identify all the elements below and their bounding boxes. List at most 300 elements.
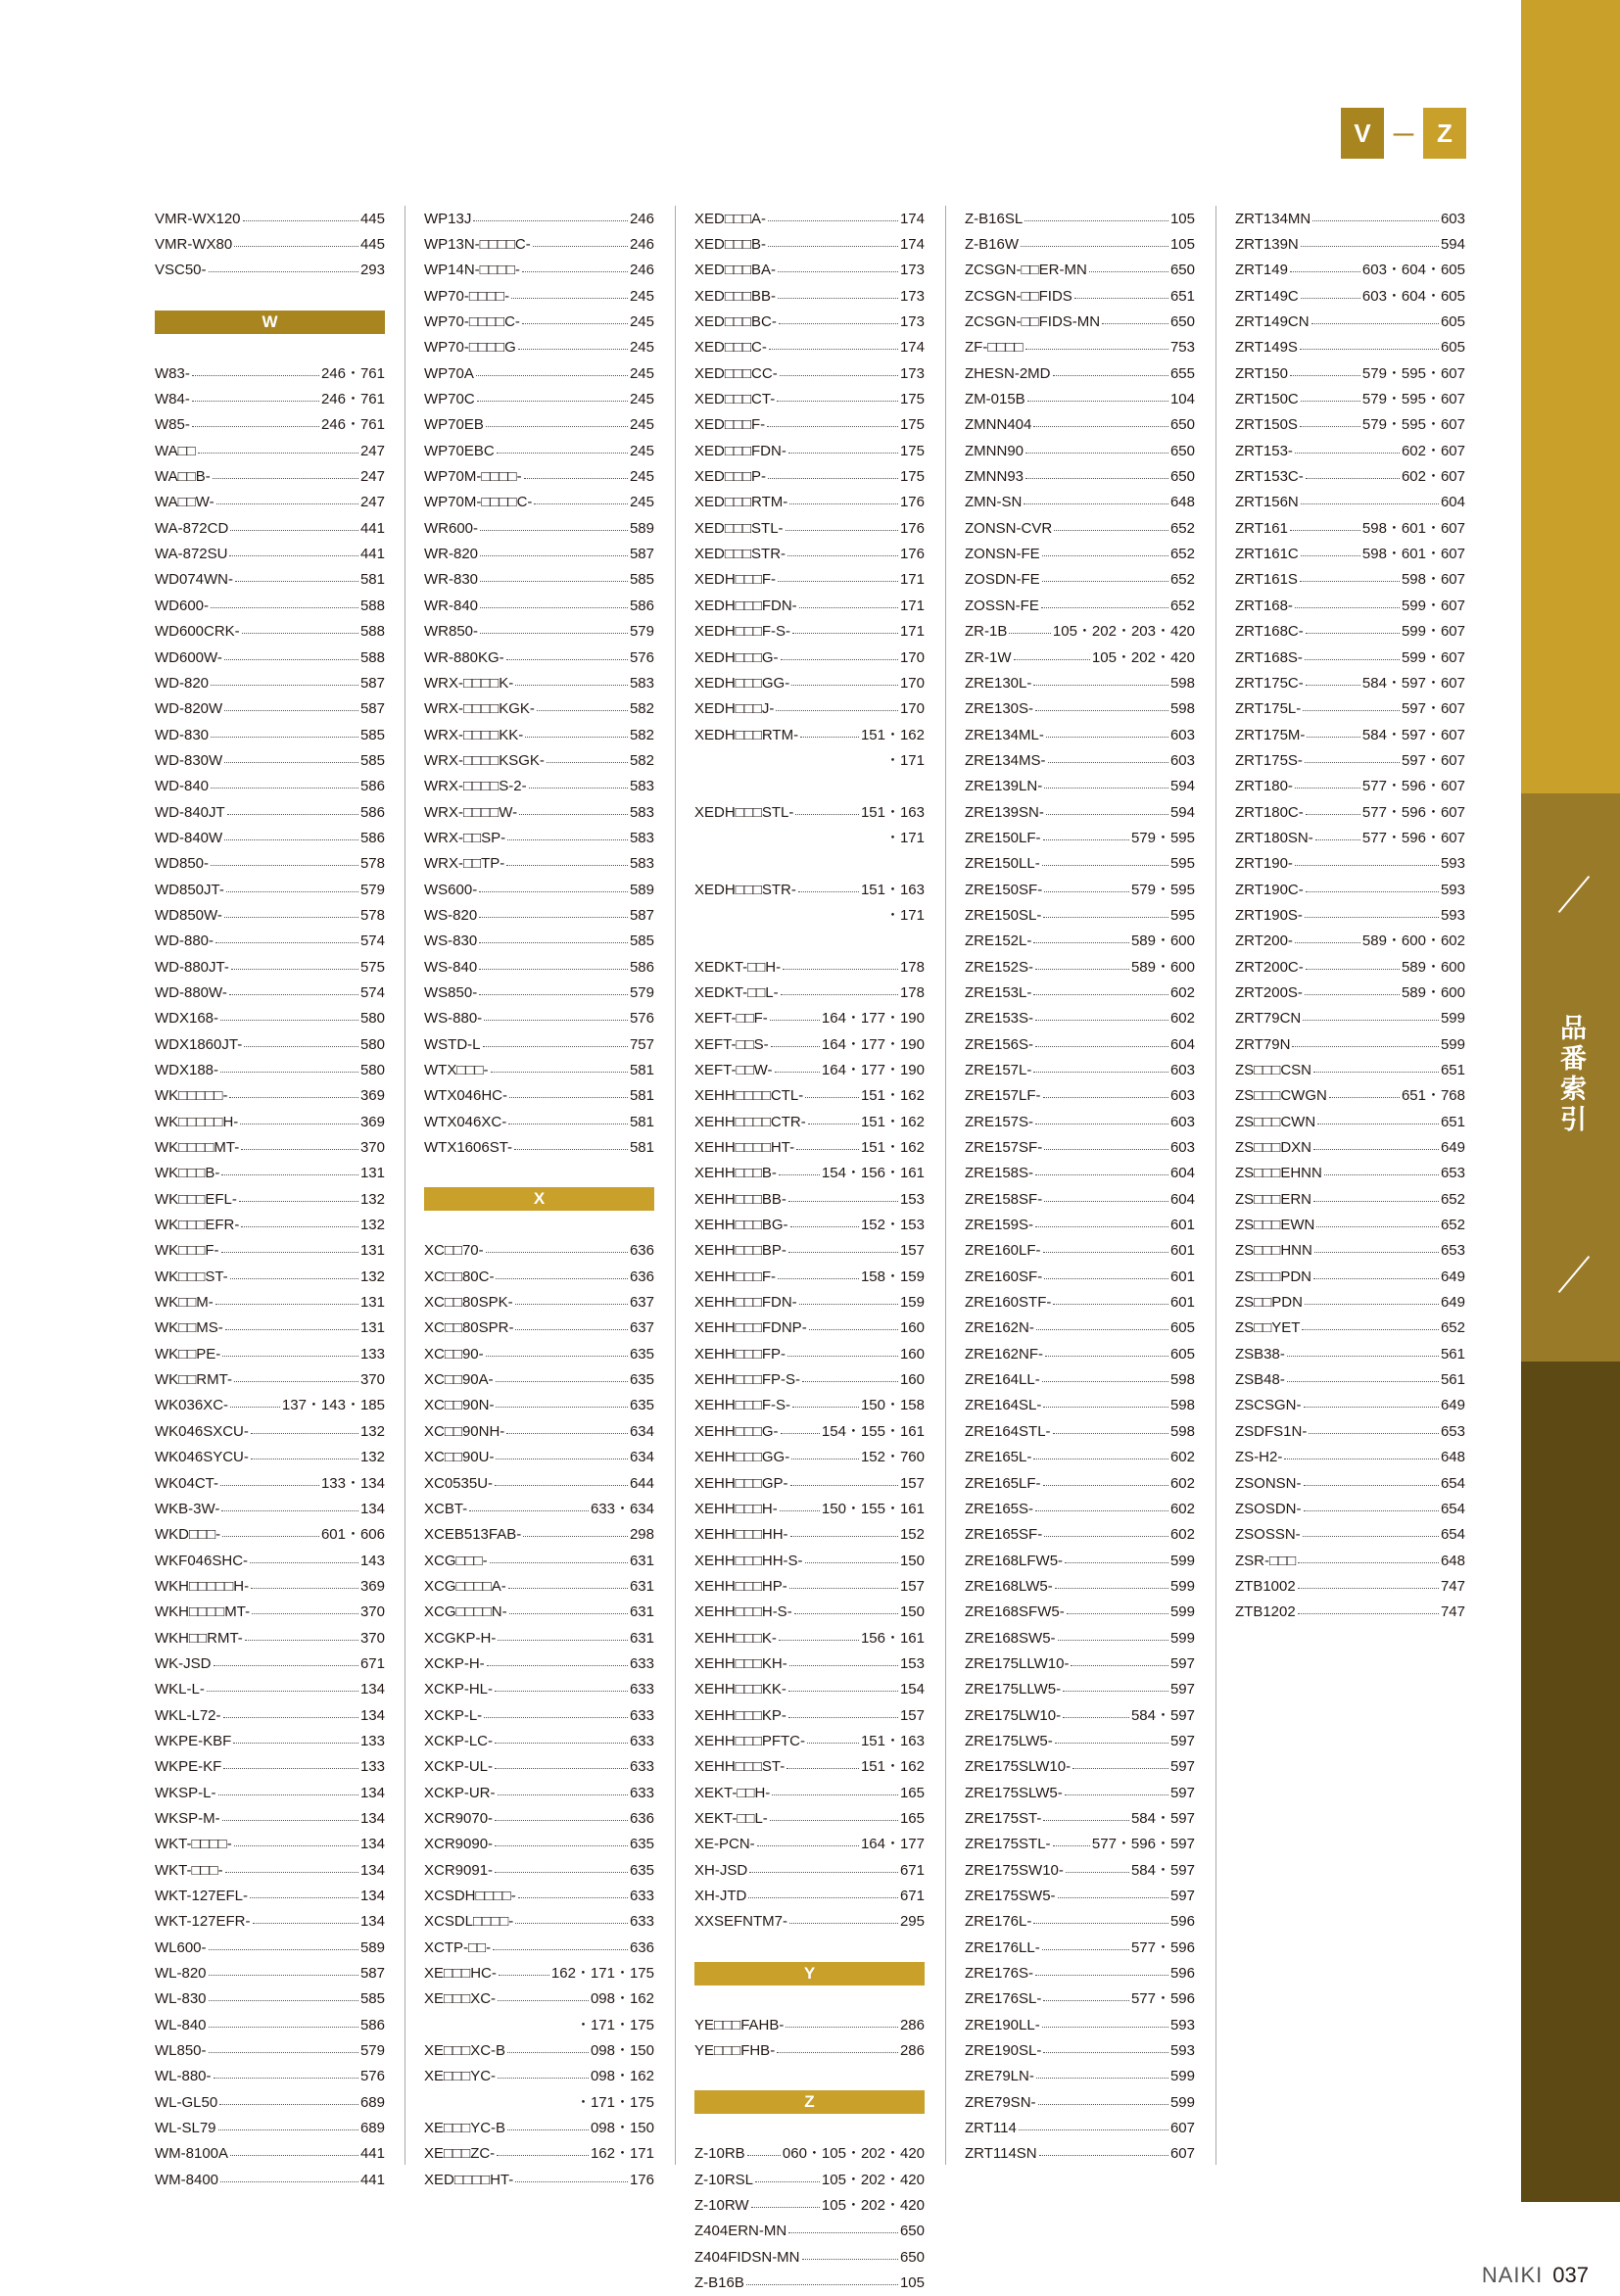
index-entry (694, 1031, 925, 1057)
part-number: WL-880- (155, 2068, 212, 2085)
page-ref: 579・595 (1130, 881, 1195, 898)
dot-leader (223, 1768, 358, 1769)
page-ref: 633 (629, 1681, 654, 1698)
index-entry (694, 1883, 925, 1908)
page-ref: 652 (1169, 571, 1195, 589)
index-entry (694, 2271, 925, 2296)
side-bar-bottom-segment (1521, 1362, 1620, 2202)
page-ref: 152・760 (860, 1449, 925, 1466)
page-ref: 171 (899, 623, 925, 641)
index-entry (155, 206, 385, 231)
dot-leader (506, 1433, 628, 1434)
part-number: ZS□□□PDN (1235, 1268, 1312, 1285)
part-number: XCSDH□□□□- (424, 1888, 516, 1905)
dot-leader (480, 530, 628, 531)
dot-leader (1304, 1510, 1439, 1511)
page-ref: 599 (1440, 1035, 1465, 1053)
page-ref: 654 (1440, 1474, 1465, 1492)
index-entry (155, 231, 385, 257)
part-number: ZRE164LL- (965, 1371, 1040, 1389)
dot-leader (790, 1536, 898, 1537)
part-number: XE-PCN- (694, 1836, 755, 1853)
index-entry (694, 645, 925, 670)
index-column-4 (965, 206, 1195, 2167)
page-ref: 588 (359, 597, 385, 614)
part-number: XC□□90NH- (424, 1422, 505, 1440)
index-entry (694, 1470, 925, 1496)
part-number: WD-880- (155, 933, 214, 950)
part-number: XE□□□ZC- (424, 2145, 496, 2163)
page-ref: 164・177 (860, 1836, 925, 1853)
part-number: ZRT180SN- (1235, 829, 1313, 846)
part-number: XH-JTD (694, 1888, 747, 1905)
part-number: XCKP-LC- (424, 1732, 494, 1749)
page-ref: 585 (629, 933, 654, 950)
part-number: ZSONSN- (1235, 1474, 1302, 1492)
section-header (694, 2089, 925, 2115)
dot-leader (1058, 1897, 1168, 1898)
part-number: XEHH□□□FP- (694, 1345, 786, 1363)
page-ref: 156・161 (860, 1629, 925, 1647)
part-number: WL-840 (155, 2016, 207, 2033)
dot-leader (1089, 271, 1168, 272)
dot-leader (496, 1407, 627, 1408)
index-entry (694, 1728, 925, 1753)
index-entry (965, 619, 1195, 645)
dot-leader (230, 2155, 358, 2156)
part-number: WD-880JT- (155, 958, 229, 976)
page-ref: 105・202・420 (821, 2171, 925, 2188)
index-entry (1235, 231, 1465, 257)
part-number: ZRE134MS- (965, 751, 1046, 769)
index-entry (424, 1083, 654, 1109)
dot-leader (1033, 942, 1129, 943)
page-ref: 577・596・607 (1361, 829, 1465, 846)
index-entry (965, 1960, 1195, 1985)
part-number: XEFT-□□W- (694, 1062, 773, 1079)
dot-leader (802, 1381, 898, 1382)
page-ref: 607 (1169, 2120, 1195, 2137)
page-ref: 636 (629, 1268, 654, 1285)
index-entry (155, 1677, 385, 1702)
part-number: ZRT200S- (1235, 983, 1303, 1001)
part-number: WS600- (424, 881, 478, 898)
index-entry (965, 386, 1195, 411)
dot-leader (1316, 1226, 1439, 1227)
index-entry (1235, 438, 1465, 463)
index-entry (694, 2219, 925, 2244)
page-ref: 176 (899, 494, 925, 511)
dot-leader (1054, 530, 1168, 531)
index-entry (155, 593, 385, 618)
dot-leader (495, 1872, 628, 1873)
index-entry (424, 825, 654, 850)
index-entry (694, 799, 925, 825)
index-entry (965, 515, 1195, 541)
page-ref: 587 (359, 1965, 385, 1983)
dot-leader (1058, 1640, 1168, 1641)
dot-leader (1304, 1407, 1439, 1408)
part-number: WP70EBC (424, 442, 495, 459)
index-entry (424, 231, 654, 257)
dot-leader (791, 685, 898, 686)
index-entry (965, 1935, 1195, 1960)
index-entry (155, 980, 385, 1005)
index-entry (155, 1935, 385, 1960)
dot-leader (209, 2052, 358, 2053)
index-entry (965, 335, 1195, 360)
part-number: ZRE79LN- (965, 2068, 1034, 2085)
part-number: ZS□□PDN (1235, 1294, 1303, 1312)
dot-leader (799, 607, 898, 608)
dot-leader (1300, 349, 1439, 350)
part-number: WK04CT- (155, 1474, 219, 1492)
part-number: VSC50- (155, 262, 207, 279)
page-ref: 653 (1440, 1242, 1465, 1260)
index-entry (694, 2141, 925, 2167)
part-number: XEFT-□□F- (694, 1010, 768, 1028)
page-ref: 132 (359, 1190, 385, 1208)
spacer (694, 2064, 925, 2089)
index-entry (965, 1238, 1195, 1264)
page-ref: 589・600 (1130, 933, 1195, 950)
page-ref: 603・604・605 (1361, 287, 1465, 305)
part-number: ZRE165S- (965, 1500, 1034, 1517)
page-ref: 648 (1440, 1449, 1465, 1466)
part-number: XEDKT-□□L- (694, 983, 779, 1001)
index-entry (965, 1445, 1195, 1470)
page-ref: 245 (629, 364, 654, 382)
index-entry (694, 283, 925, 309)
dot-leader (1072, 1768, 1168, 1769)
index-entry (965, 722, 1195, 747)
page-ref: 176 (899, 519, 925, 537)
page-ref: 164・177・190 (821, 1035, 925, 1053)
page-ref: 593 (1169, 2042, 1195, 2060)
page-ref: 635 (629, 1836, 654, 1853)
part-number: ZRT79N (1235, 1035, 1291, 1053)
index-entry (694, 360, 925, 386)
part-number: WD-830W (155, 751, 223, 769)
page-ref: 581 (359, 571, 385, 589)
index-entry (694, 1418, 925, 1444)
part-number: WKT-127EFR- (155, 1913, 251, 1931)
dot-leader (484, 1020, 628, 1021)
part-number: WDX1860JT- (155, 1035, 243, 1053)
page-ref: 593 (1440, 855, 1465, 873)
index-entry (1235, 1057, 1465, 1082)
part-number: ZRT153- (1235, 442, 1293, 459)
dot-leader (480, 581, 628, 582)
part-number: ZRT168C- (1235, 623, 1304, 641)
page-ref: 601 (1169, 1242, 1195, 1260)
part-number: Z404ERN-MN (694, 2223, 787, 2240)
dot-leader (1298, 1613, 1439, 1614)
dot-leader (1287, 1356, 1439, 1357)
footer-brand: NAIKI (1481, 2263, 1544, 2287)
index-entry (965, 877, 1195, 902)
page-ref: 636 (629, 1809, 654, 1827)
index-entry (424, 954, 654, 980)
part-number: Z-10RSL (694, 2171, 754, 2188)
page-ref-continuation (424, 2012, 654, 2037)
dot-leader (786, 1768, 859, 1769)
page-ref: ・171・175 (575, 2016, 654, 2033)
dot-leader (508, 1588, 628, 1589)
dot-leader (515, 1923, 628, 1924)
dot-leader (473, 220, 628, 221)
dot-leader (192, 401, 319, 402)
page-ref: 598 (1169, 700, 1195, 718)
index-entry (1235, 206, 1465, 231)
page-ref: 653 (1440, 1165, 1465, 1182)
index-entry (155, 1600, 385, 1625)
part-number: ZR-1W (965, 648, 1012, 666)
dot-leader (225, 1872, 358, 1873)
dot-leader (794, 1613, 898, 1614)
dot-leader (498, 1794, 628, 1795)
dot-leader (1314, 1252, 1439, 1253)
index-entry (1235, 1031, 1465, 1057)
index-entry (424, 1134, 654, 1160)
page-ref: 098・150 (590, 2120, 654, 2137)
part-number: ZS-H2- (1235, 1449, 1283, 1466)
part-number: XCKP-L- (424, 1706, 483, 1724)
page-ref: 160 (899, 1319, 925, 1337)
page-ref: 151・162 (860, 1758, 925, 1776)
page-ref: 134 (359, 1706, 385, 1724)
page-ref: 170 (899, 674, 925, 692)
page-ref: 152 (899, 1526, 925, 1544)
index-entry (694, 1780, 925, 1805)
part-number: XED□□□STL- (694, 519, 784, 537)
part-number: WK□□M- (155, 1294, 214, 1312)
dot-leader (807, 1743, 859, 1744)
page-ref: 585 (359, 1990, 385, 2008)
part-number: WK036XC- (155, 1397, 229, 1414)
page-ref: 579 (359, 881, 385, 898)
page-ref: 151・162 (860, 1113, 925, 1130)
index-entry (965, 1393, 1195, 1418)
page-ref: 131 (359, 1165, 385, 1182)
dot-leader (781, 659, 898, 660)
part-number: XEHH□□□FDN- (694, 1294, 797, 1312)
dot-leader (1067, 1613, 1168, 1614)
index-entry (965, 1496, 1195, 1521)
part-number: WD-880W- (155, 983, 227, 1001)
dot-leader (789, 1588, 898, 1589)
part-number: ZS□□□HNN (1235, 1242, 1312, 1260)
index-entry (1235, 645, 1465, 670)
dot-leader (792, 633, 898, 634)
dot-leader (215, 942, 358, 943)
page-ref: 585 (359, 726, 385, 743)
page-ref: 154・156・161 (821, 1165, 925, 1182)
page-ref: 757 (629, 1035, 654, 1053)
dot-leader (1063, 1717, 1129, 1718)
page-ref: 245 (629, 287, 654, 305)
page-ref: 604 (1440, 494, 1465, 511)
spacer (424, 1161, 654, 1186)
index-entry (424, 1728, 654, 1753)
page-ref: 577・596・597 (1091, 1836, 1195, 1853)
page-ref: 599・607 (1401, 623, 1465, 641)
index-entry (965, 645, 1195, 670)
page-ref: 599 (1169, 1629, 1195, 1647)
part-number: ZRT149 (1235, 262, 1288, 279)
page-ref: 286 (899, 2042, 925, 2060)
dot-leader (1033, 426, 1168, 427)
index-entry (424, 258, 654, 283)
page-ref: 595 (1169, 855, 1195, 873)
index-entry (1235, 851, 1465, 877)
index-entry (694, 2012, 925, 2037)
part-number: XCR9070- (424, 1809, 494, 1827)
dot-leader (480, 555, 628, 556)
index-entry (965, 902, 1195, 928)
page-ref: 652 (1169, 546, 1195, 563)
part-number: WP14N-□□□□- (424, 262, 520, 279)
part-number: ZRT190- (1235, 855, 1293, 873)
part-number: WKSP-M- (155, 1809, 220, 1827)
dot-leader (1303, 1020, 1439, 1021)
page-ref: 134 (359, 1784, 385, 1801)
dot-leader (747, 2155, 781, 2156)
dot-leader (209, 1949, 358, 1950)
page-ref: 581 (629, 1087, 654, 1105)
index-entry (694, 412, 925, 438)
index-entry (694, 386, 925, 411)
part-number: WP70M-□□□□C- (424, 494, 533, 511)
page-ref: 584・597・607 (1361, 726, 1465, 743)
dot-leader (221, 1252, 358, 1253)
part-number: WK-JSD (155, 1654, 212, 1672)
index-entry (1235, 386, 1465, 411)
page-ref: 131 (359, 1294, 385, 1312)
index-entry (694, 515, 925, 541)
dot-leader (1033, 1923, 1168, 1924)
page-ref: 631 (629, 1577, 654, 1595)
dot-leader (227, 814, 358, 815)
dot-leader (479, 891, 628, 892)
dot-leader (1019, 2129, 1168, 2130)
part-number: XC□□90A- (424, 1371, 494, 1389)
part-number: XED□□□STR- (694, 546, 786, 563)
index-entry (965, 2037, 1195, 2063)
column-divider (1215, 206, 1216, 2165)
part-number: WR-820 (424, 546, 479, 563)
dot-leader (251, 1588, 358, 1589)
page-ref: 441 (359, 519, 385, 537)
page-ref: 593 (1440, 881, 1465, 898)
part-number: ZRT161 (1235, 519, 1288, 537)
index-column-2 (424, 206, 654, 2192)
page-ref: 604 (1169, 1190, 1195, 1208)
part-number: ZRE157S- (965, 1113, 1034, 1130)
dot-leader (220, 1485, 319, 1486)
page-ref: 602・607 (1401, 468, 1465, 486)
part-number: WR-880KG- (424, 648, 504, 666)
index-entry (424, 1393, 654, 1418)
part-number: ZRE150LF- (965, 829, 1041, 846)
dot-leader (218, 1794, 358, 1795)
index-entry (155, 2064, 385, 2089)
dot-leader (788, 1252, 898, 1253)
index-entry (1235, 335, 1465, 360)
page-ref: 150 (899, 1603, 925, 1621)
dot-leader (805, 1562, 898, 1563)
dot-leader (207, 1691, 358, 1692)
part-number: WR600- (424, 519, 479, 537)
index-entry (155, 799, 385, 825)
dot-leader (1303, 710, 1400, 711)
dot-leader (1044, 891, 1129, 892)
page-ref: 582 (629, 700, 654, 718)
index-entry (424, 1289, 654, 1315)
part-number: Z-10RB (694, 2145, 745, 2163)
part-number: YE□□□FHB- (694, 2042, 776, 2060)
page-ref: 581 (629, 1062, 654, 1079)
dot-leader (222, 1820, 358, 1821)
page-ref: 578 (359, 906, 385, 924)
page-ref: 153 (899, 1654, 925, 1672)
index-entry (424, 1573, 654, 1599)
page-ref: 604 (1169, 1165, 1195, 1182)
part-number: WKB-3W- (155, 1500, 220, 1517)
page-ref: 598 (1169, 674, 1195, 692)
part-number: Z-10RW (694, 2197, 749, 2215)
dot-leader (778, 271, 898, 272)
part-number: XEHH□□□BG- (694, 1217, 788, 1234)
part-number: XEDKT-□□H- (694, 958, 782, 976)
dot-leader (222, 1536, 319, 1537)
part-number: WM-8100A (155, 2145, 229, 2163)
dot-leader (522, 323, 628, 324)
page-ref: 105 (1169, 236, 1195, 254)
page-ref: 599 (1440, 1010, 1465, 1028)
part-number: WKSP-L- (155, 1784, 216, 1801)
part-number: XEHH□□□FDNP- (694, 1319, 807, 1337)
dot-leader (1329, 1097, 1400, 1098)
page-ref: 098・162 (590, 2068, 654, 2085)
page-ref: 579・595・607 (1361, 391, 1465, 408)
page-ref: 589 (629, 881, 654, 898)
dot-leader (798, 891, 859, 892)
part-number: ZRE130L- (965, 674, 1032, 692)
dot-leader (1035, 1046, 1168, 1047)
part-number: XXSEFNTM7- (694, 1913, 788, 1931)
page-ref: 599・607 (1401, 597, 1465, 614)
page-ref: 633 (629, 1913, 654, 1931)
part-number: WRX-□□□□KGK- (424, 700, 535, 718)
page-ref: 133・134 (320, 1474, 385, 1492)
index-entry (155, 1031, 385, 1057)
index-entry (155, 438, 385, 463)
dot-leader (787, 555, 898, 556)
part-number: ZCSGN-□□FIDS-MN (965, 313, 1101, 331)
page-ref: 175 (899, 442, 925, 459)
dot-leader (746, 2284, 898, 2285)
dot-leader (772, 1794, 898, 1795)
part-number: ZRE168LW5- (965, 1577, 1053, 1595)
page-ref: 603 (1169, 1139, 1195, 1157)
page-ref: 171 (899, 597, 925, 614)
page-ref: 295 (899, 1913, 925, 1931)
dot-leader (529, 788, 628, 789)
dot-leader (768, 478, 898, 479)
dot-leader (779, 1174, 820, 1175)
page-ref: 586 (359, 829, 385, 846)
